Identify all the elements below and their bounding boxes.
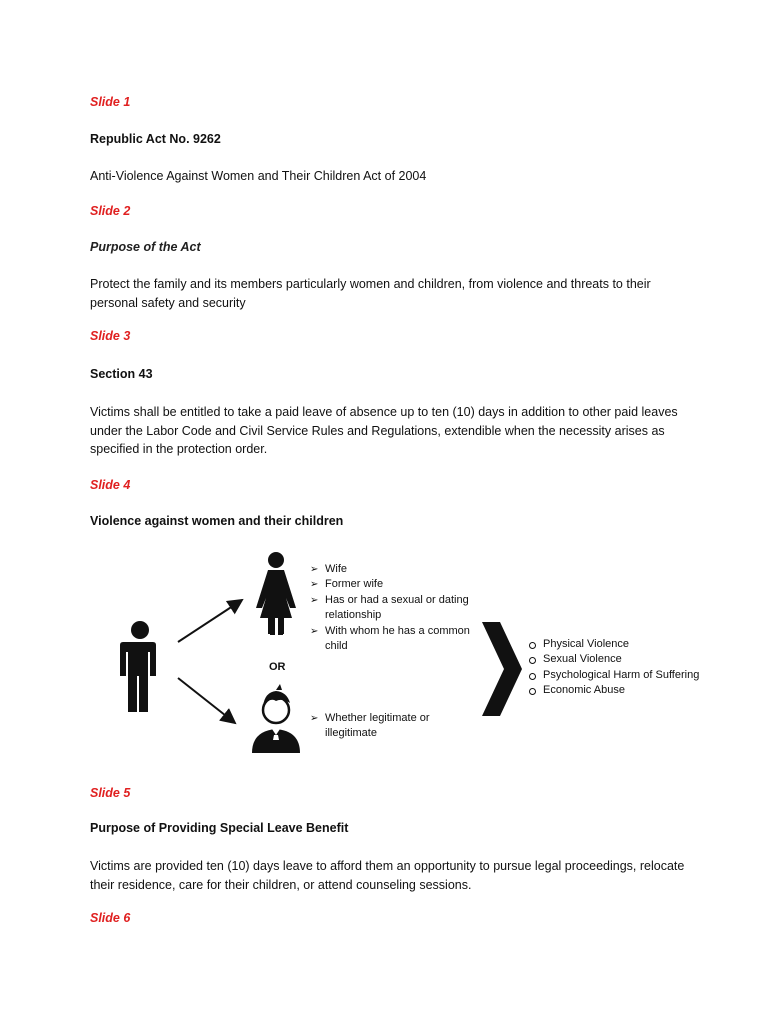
chevron-icon — [482, 622, 522, 716]
list-item: Sexual Violence — [528, 652, 718, 667]
act-number: Republic Act No. 9262 — [90, 132, 221, 146]
list-item: ➢ Former wife — [310, 577, 475, 592]
purpose-heading: Purpose of the Act — [90, 240, 201, 254]
act-title: Anti-Violence Against Women and Their Children Act of 2004 — [90, 169, 427, 183]
child-icon — [252, 684, 300, 753]
list-item: ➢ Wife — [310, 562, 475, 577]
section-body: Victims shall be entitled to take a paid leave of absence up to ten (10) days in addition to other paid leaves under the Labor Code and Civil Service Rules and Regulations, extendible when the necessity arises as specified in the protection order. — [90, 405, 678, 456]
arrow-icon — [178, 600, 242, 642]
slide-1-label: Slide 1 — [90, 95, 131, 109]
list-item: ➢ Has or had a sexual or dating relationship — [310, 593, 475, 624]
violence-types-list — [528, 637, 718, 699]
slide-2-label: Slide 2 — [90, 204, 131, 218]
slide-4-label: Slide 4 — [90, 478, 131, 492]
or-label: OR — [269, 661, 286, 673]
purpose-body: Protect the family and its members particularly women and children, from violence and threats to their personal safety and security — [90, 277, 651, 310]
slide-5-label: Slide 5 — [90, 786, 131, 800]
list-item: Psychological Harm of Suffering — [528, 668, 718, 683]
leave-benefit-heading: Purpose of Providing Special Leave Benefit — [90, 821, 349, 835]
slide-6-label: Slide 6 — [90, 911, 131, 925]
woman-icon — [256, 552, 296, 635]
section-heading: Section 43 — [90, 367, 153, 381]
list-item: ➢ Whether legitimate or illegitimate — [310, 711, 450, 742]
child-list — [310, 711, 450, 742]
arrow-icon — [178, 678, 235, 723]
list-item: Physical Violence — [528, 637, 718, 652]
women-list — [310, 562, 475, 654]
man-icon — [120, 621, 156, 712]
slide-3-label: Slide 3 — [90, 329, 131, 343]
list-item: Economic Abuse — [528, 683, 718, 698]
violence-diagram — [100, 545, 720, 765]
list-item: ➢ With whom he has a common child — [310, 624, 475, 655]
violence-heading: Violence against women and their children — [90, 514, 344, 528]
leave-benefit-body: Victims are provided ten (10) days leave to afford them an opportunity to pursue legal proceedings, relocate their residence, care for their children, or attend counseling sessions. — [90, 859, 685, 892]
